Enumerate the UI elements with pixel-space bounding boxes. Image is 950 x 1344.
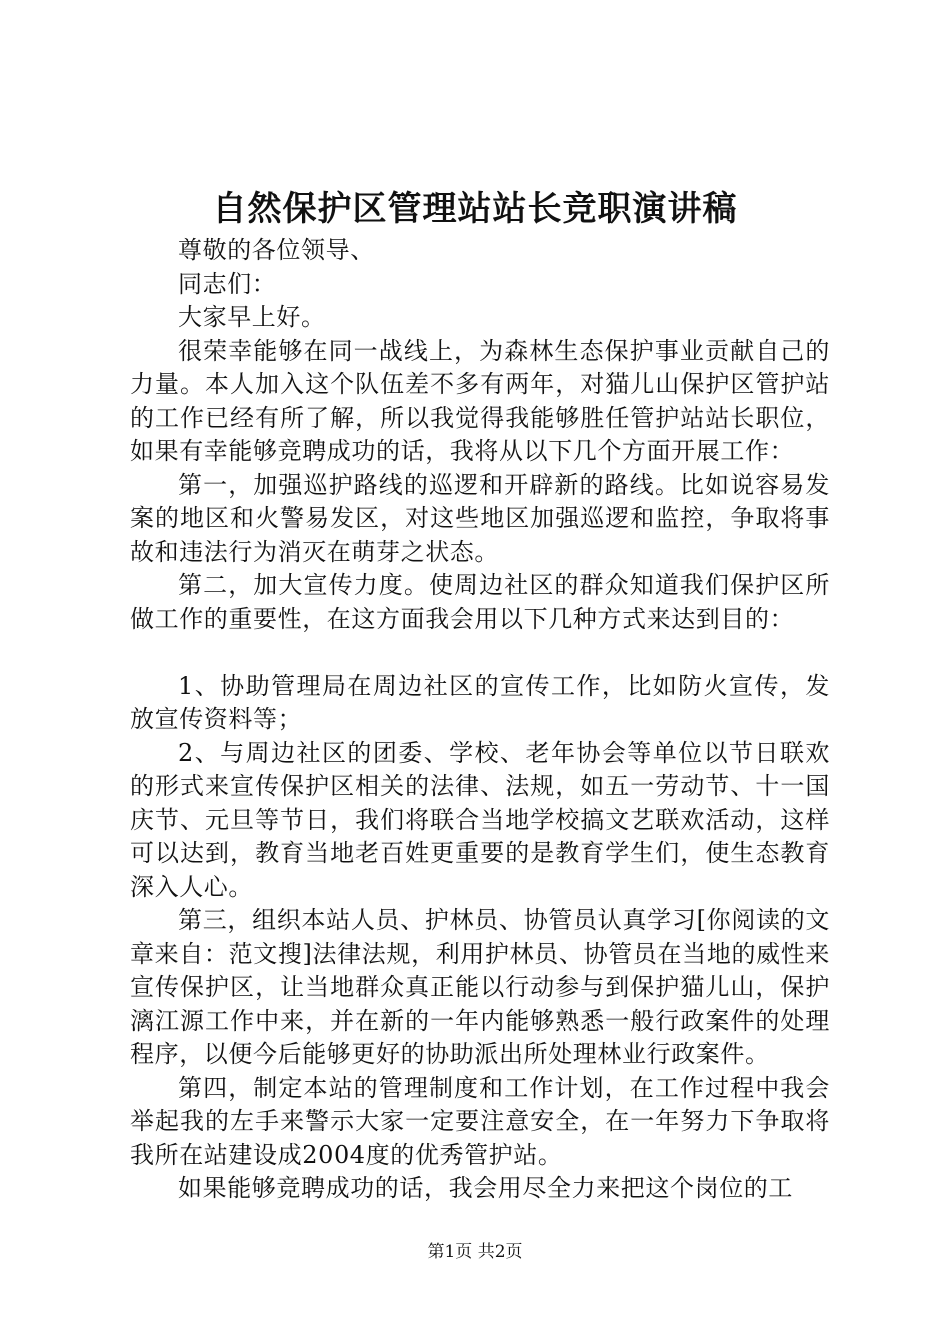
paragraph-intro: 很荣幸能够在同一战线上，为森林生态保护事业贡献自己的力量。本人加入这个队伍差不多有两年，对猫儿山保护区管护站的工作已经有所了解，所以我觉得我能够胜任管护站站长职位，如果有幸能够竞聘成功的话，我将从以下几个方面开展工作： [130,336,830,465]
paragraph-point-4: 第四，制定本站的管理制度和工作计划，在工作过程中我会举起我的左手来警示大家一定要注意安全，在一年努力下争取将我所在站建设成2004度的优秀管护站。 [130,1073,830,1169]
list-item-1: 1、协助管理局在周边社区的宣传工作，比如防火宣传，发放宣传资料等； [130,671,830,733]
document-title: 自然保护区管理站站长竞职演讲稿 [212,189,738,229]
paragraph-point-1: 第一，加强巡护路线的巡逻和开辟新的路线。比如说容易发案的地区和火警易发区，对这些地区加强巡逻和监控，争取将事故和违法行为消灭在萌芽之状态。 [130,470,830,566]
document-body [130,234,830,1206]
paragraph-point-2: 第二，加大宣传力度。使周边社区的群众知道我们保护区所做工作的重要性，在这方面我会用以下几种方式来达到目的： [130,571,830,633]
greeting: 大家早上好。 [178,303,326,331]
paragraph-closing: 如果能够竞聘成功的话，我会用尽全力来把这个岗位的工 [178,1174,793,1202]
list-item-2: 2、与周边社区的团委、学校、老年协会等单位以节日联欢的形式来宣传保护区相关的法律、法规，如五一劳动节、十一国庆节、元旦等节日，我们将联合当地学校搞文艺联欢活动，这样可以达到，教育当地老百姓更重要的是教育学生们，使生态教育深入人心。 [130,738,830,901]
page-footer: 第1页 共2页 [427,1242,523,1262]
salutation-line-2: 同志们： [178,269,277,298]
salutation-line-1: 尊敬的各位领导、 [178,236,375,264]
paragraph-point-3: 第三，组织本站人员、护林员、协管员认真学习[你阅读的文章来自：范文搜]法律法规，利用护林员、协管员在当地的威性来宣传保护区，让当地群众真正能以行动参与到保护猫儿山，保护漓江源工作中来，并在新的一年内能够熟悉一般行政案件的处理程序，以便今后能够更好的协助派出所处理林业行政案件。 [130,906,830,1068]
blank-line [130,636,830,670]
